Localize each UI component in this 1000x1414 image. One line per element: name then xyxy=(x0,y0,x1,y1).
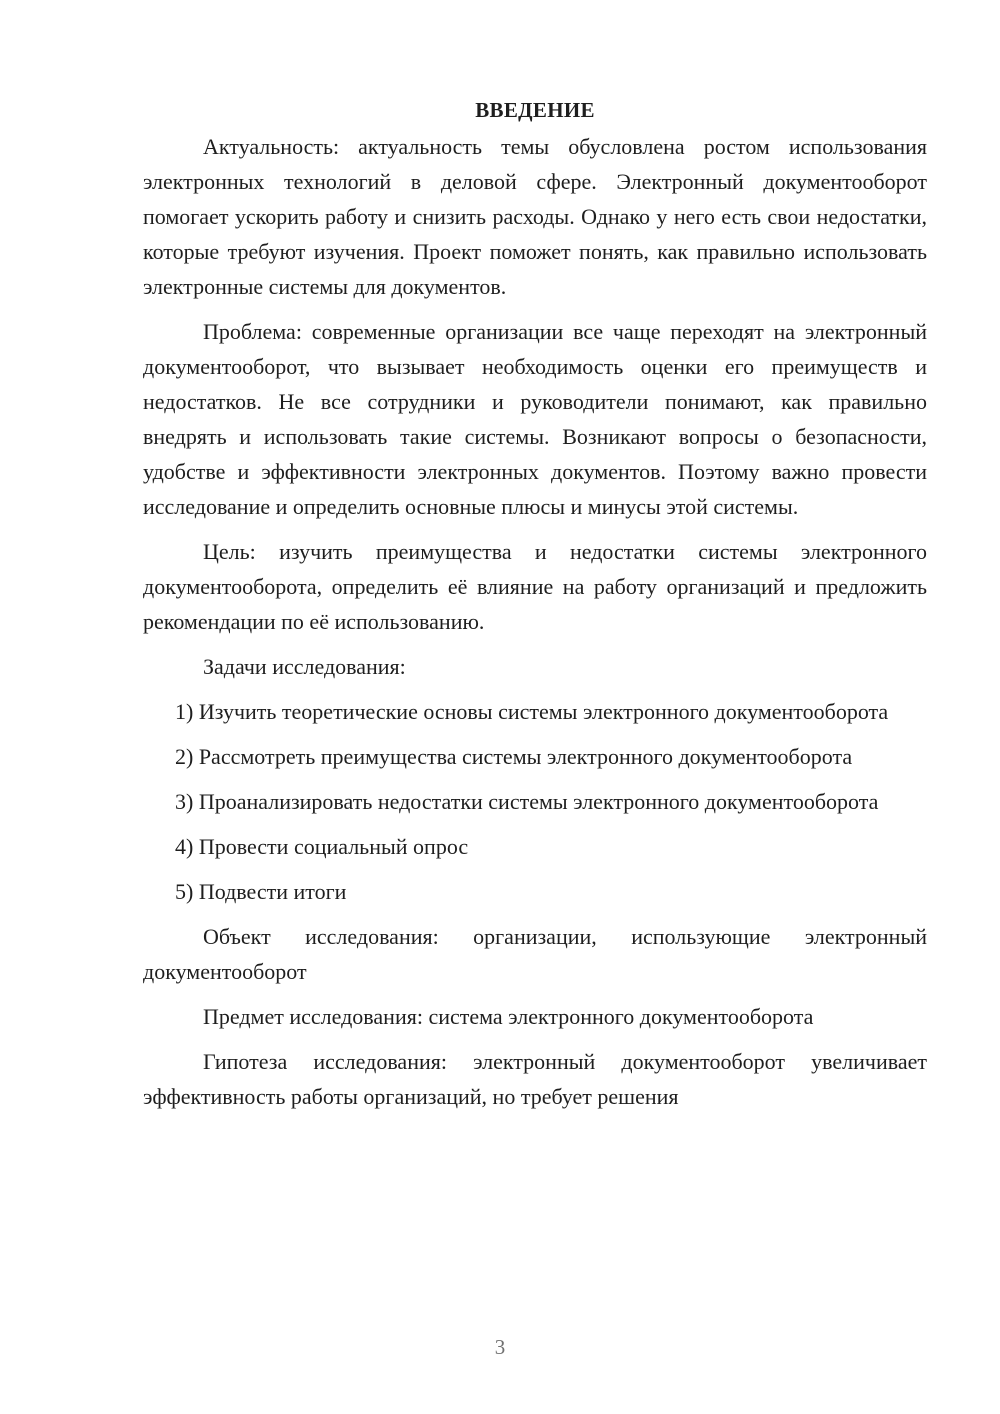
page-number: 3 xyxy=(494,1335,506,1359)
paragraph-object: Объект исследования: организации, использующие электронный документооборот xyxy=(143,924,927,984)
list-item: 2) Рассмотреть преимущества системы электронного документооборота xyxy=(175,744,853,769)
list-item: 3) Проанализировать недостатки системы электронного документооборота xyxy=(175,789,879,814)
tasks-heading: Задачи исследования: xyxy=(203,654,406,679)
paragraph-goal: Цель: изучить преимущества и недостатки системы электронного документооборота, определить её влияние на работу организаций и предложить рекомендации по её использованию. xyxy=(143,539,927,634)
list-item: 5) Подвести итоги xyxy=(175,879,347,904)
document-page xyxy=(143,92,927,1124)
paragraph-problem: Проблема: современные организации все чаще переходят на электронный документооборот, что вызывает необходимость оценки его преимуществ и недостатков. Не все сотрудники и руководители понимают, как правильно внедрять и использовать такие системы. Возникают вопросы о безопасности, удобстве и эффективности электронных документов. Поэтому важно провести исследование и определить основные плюсы и минусы этой системы. xyxy=(143,319,927,519)
list-item: 4) Провести социальный опрос xyxy=(175,834,469,859)
list-item: 1) Изучить теоретические основы системы электронного документооборота xyxy=(175,699,889,724)
paragraph-hypothesis: Гипотеза исследования: электронный документооборот увеличивает эффективность работы организаций, но требует решения xyxy=(143,1049,927,1109)
paragraph-relevance: Актуальность: актуальность темы обусловлена ростом использования электронных технологий в деловой сфере. Электронный документооборот помогает ускорить работу и снизить расходы. Однако у него есть свои недостатки, которые требуют изучения. Проект поможет понять, как правильно использовать электронные системы для документов. xyxy=(143,134,927,299)
page-title: ВВЕДЕНИЕ xyxy=(475,98,595,122)
paragraph-subject: Предмет исследования: система электронного документооборота xyxy=(203,1004,814,1029)
